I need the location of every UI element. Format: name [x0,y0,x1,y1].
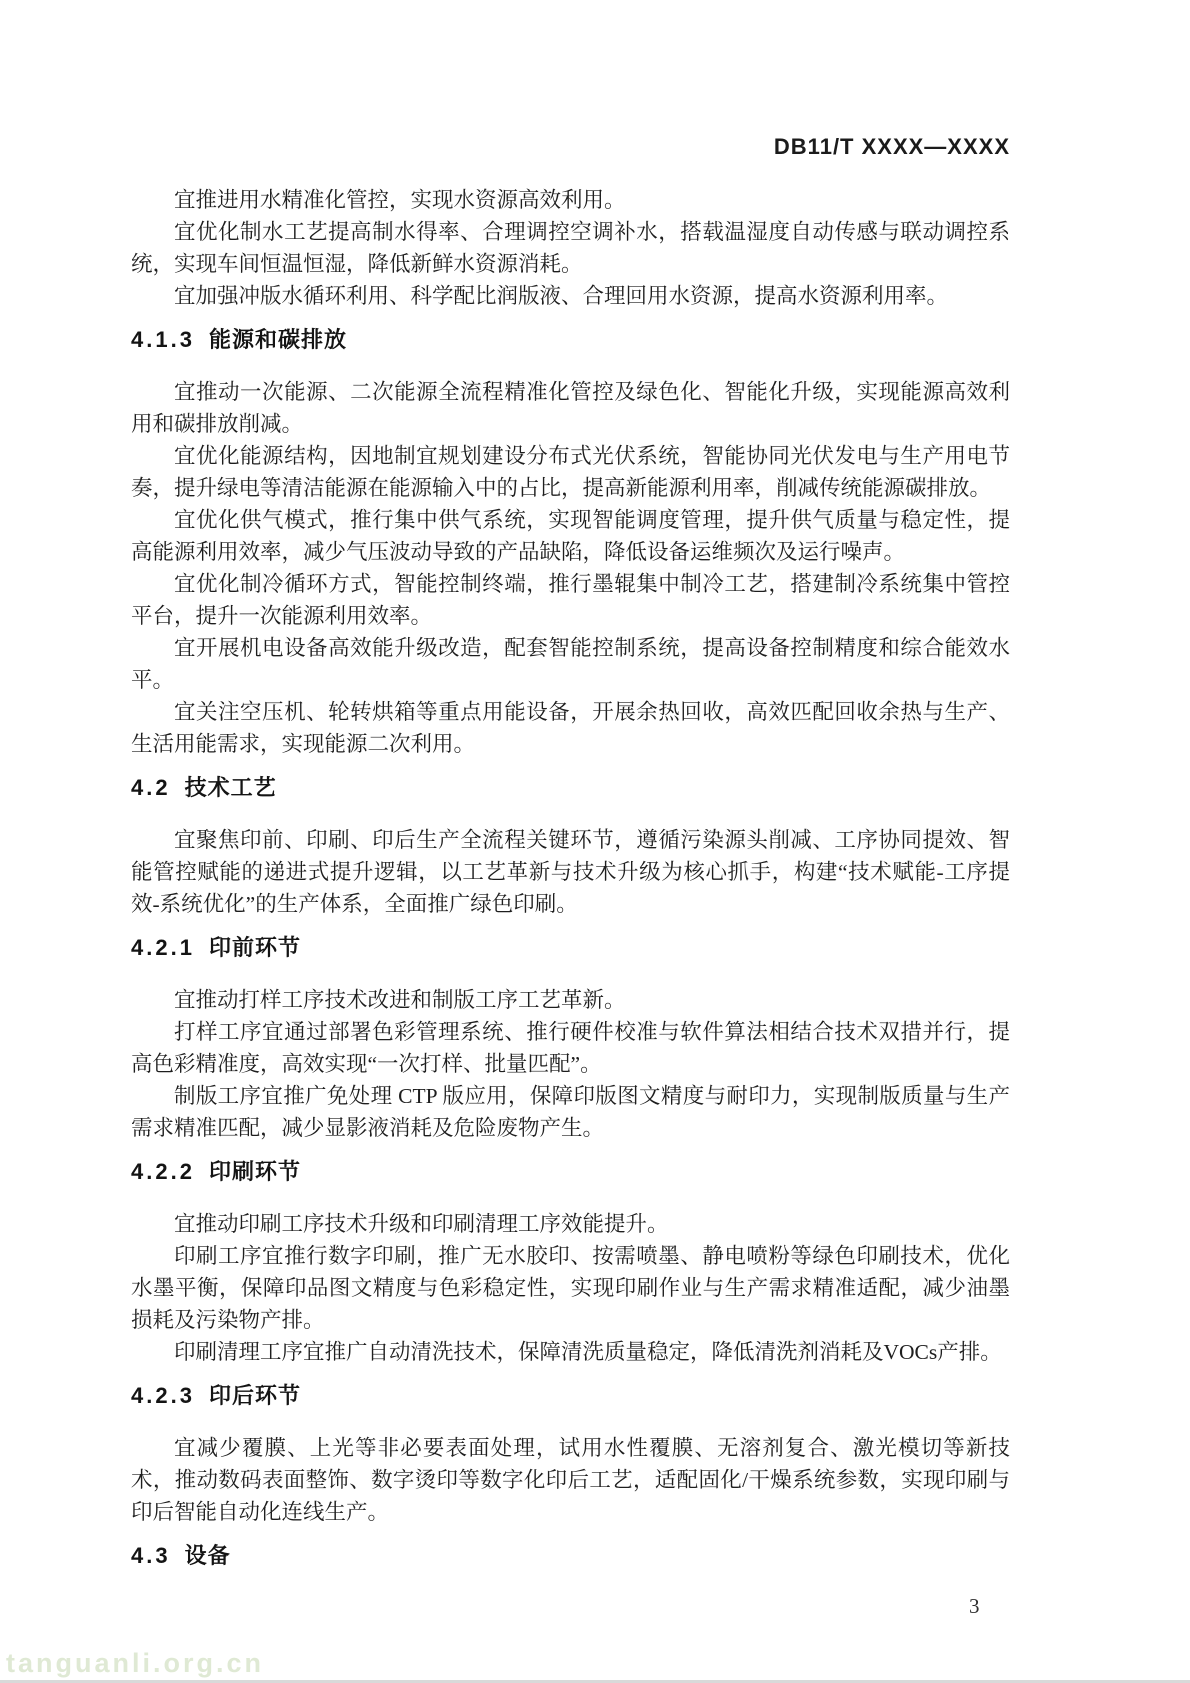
body-paragraph: 宜推进用水精准化管控，实现水资源高效利用。 [174,188,626,212]
section-heading [131,1540,1010,1572]
section-number: 4.2.3 [131,1383,195,1408]
body-paragraph: 宜聚焦印前、印刷、印后生产全流程关键环节，遵循污染源头削减、工序协同提效、智能管控赋能的递进式提升逻辑，以工艺革新与技术升级为核心抓手，构建“技术赋能-工序提效-系统优化”的生产体系，全面推广绿色印刷。 [131,828,1010,916]
body-paragraph: 宜优化供气模式，推行集中供气系统，实现智能调度管理，提升供气质量与稳定性，提高能源利用效率，减少气压波动导致的产品缺陷，降低设备运维频次及运行噪声。 [131,508,1010,564]
section-heading [131,1156,1010,1188]
body-paragraph: 打样工序宜通过部署色彩管理系统、推行硬件校准与软件算法相结合技术双措并行，提高色彩精准度，高效实现“一次打样、批量匹配”。 [131,1020,1010,1076]
section-heading [131,324,1010,356]
body-paragraph: 宜加强冲版水循环利用、科学配比润版液、合理回用水资源，提高水资源利用率。 [174,284,949,308]
section-title: 印刷环节 [208,1159,301,1184]
section-title: 印后环节 [208,1383,301,1408]
section-number: 4.2.1 [131,935,195,960]
body-paragraph: 宜推动一次能源、二次能源全流程精准化管控及绿色化、智能化升级，实现能源高效利用和碳排放削减。 [131,380,1010,436]
section-heading [131,932,1010,964]
body-paragraph: 宜开展机电设备高效能升级改造，配套智能控制系统，提高设备控制精度和综合能效水平。 [131,636,1010,692]
standard-code: DB11/T XXXX—XXXX [773,134,1010,159]
section-title: 印前环节 [208,935,301,960]
body-paragraph: 宜推动打样工序技术改进和制版工序工艺革新。 [174,988,626,1012]
page-number: 3 [969,1594,980,1618]
section-heading [131,772,1010,804]
section-number: 4.1.3 [131,327,195,352]
body-paragraph: 印刷清理工序宜推广自动清洗技术，保障清洗质量稳定，降低清洗剂消耗及VOCs产排。 [174,1340,1002,1364]
page-header [774,134,1010,160]
body-paragraph: 宜推动印刷工序技术升级和印刷清理工序效能提升。 [174,1212,669,1236]
section-heading [131,1380,1010,1412]
body-paragraph: 宜关注空压机、轮转烘箱等重点用能设备，开展余热回收，高效匹配回收余热与生产、生活用能需求，实现能源二次利用。 [131,700,1010,756]
section-number: 4.2 [131,775,171,800]
body-paragraph: 印刷工序宜推行数字印刷，推广无水胶印、按需喷墨、静电喷粉等绿色印刷技术，优化水墨平衡，保障印品图文精度与色彩稳定性，实现印刷作业与生产需求精准适配，减少油墨损耗及污染物产排。 [131,1244,1010,1332]
section-number: 4.2.2 [131,1159,195,1184]
document-body [131,184,1010,1592]
watermark-text: tanguanli.org.cn [6,1648,265,1678]
body-paragraph: 宜优化制冷循环方式，智能控制终端，推行墨辊集中制冷工艺，搭建制冷系统集中管控平台，提升一次能源利用效率。 [131,572,1010,628]
body-paragraph: 宜优化能源结构，因地制宜规划建设分布式光伏系统，智能协同光伏发电与生产用电节奏，提升绿电等清洁能源在能源输入中的占比，提高新能源利用率，削减传统能源碳排放。 [131,444,1010,500]
section-title: 设备 [184,1543,231,1568]
body-paragraph: 宜减少覆膜、上光等非必要表面处理，试用水性覆膜、无溶剂复合、激光模切等新技术，推动数码表面整饰、数字烫印等数字化印后工艺，适配固化/干燥系统参数，实现印刷与印后智能自动化连线生产。 [131,1436,1010,1524]
body-paragraph: 制版工序宜推广免处理 CTP 版应用，保障印版图文精度与耐印力，实现制版质量与生产需求精准匹配，减少显影液消耗及危险废物产生。 [131,1084,1010,1140]
section-number: 4.3 [131,1543,171,1568]
section-title: 技术工艺 [184,775,277,800]
body-paragraph: 宜优化制水工艺提高制水得率、合理调控空调补水，搭载温湿度自动传感与联动调控系统，实现车间恒温恒湿，降低新鲜水资源消耗。 [131,220,1010,276]
section-title: 能源和碳排放 [208,327,347,352]
